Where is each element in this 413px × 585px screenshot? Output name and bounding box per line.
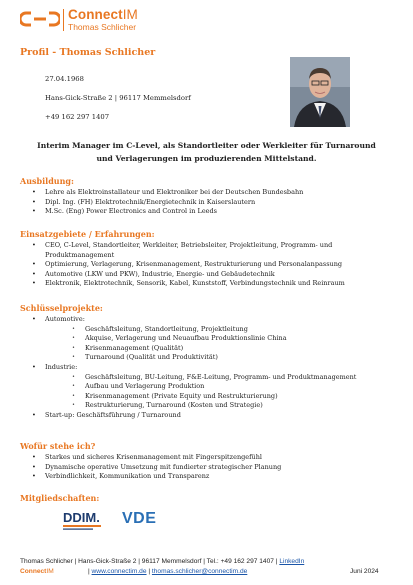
website-link[interactable]: www.connectim.de (91, 568, 147, 575)
footer-date: Juni 2024 (350, 568, 379, 575)
address: Hans-Gick-Straße 2 | 96117 Memmelsdorf (45, 94, 191, 102)
brand-name: ConnectIM (68, 7, 138, 22)
industry-sublist (45, 373, 395, 411)
list-item: • Dipl. Ing. (FH) Elektrotechnik/Energietechnik in Kaiserslautern (30, 198, 395, 208)
headline (20, 139, 393, 165)
section-heading-memberships: Mitgliedschaften: (20, 493, 100, 503)
projects-list (30, 315, 395, 421)
brand-owner: Thomas Schlicher (68, 22, 137, 32)
list-item: • Geschäftsleitung, BU-Leitung, F&E-Leitung, Programm- und Produktmanagement (45, 373, 395, 383)
linkedin-link[interactable]: LinkedIn (279, 558, 305, 565)
list-item (30, 363, 395, 411)
list-item: • Krisenmanagement (Private Equity und Restrukturierung) (45, 392, 395, 402)
section-heading-strengths: Wofür stehe ich? (20, 441, 96, 451)
footer-contact-line: Thomas Schlicher | Hans-Gick-Straße 2 | 96117 Memmelsdorf | Tel.: +49 162 297 1407 | LinkedIn (20, 558, 305, 565)
list-item (30, 315, 395, 363)
headline-line-1: Interim Manager im C-Level, als Standortleiter oder Werkleiter für Turnaround (37, 141, 376, 150)
footer-web-line: ConnectIM | www.connectim.de | thomas.schlicher@connectim.de Juni 2024 (20, 568, 379, 575)
email-link[interactable]: thomas.schlicher@connectim.de (151, 568, 248, 575)
birthdate: 27.04.1968 (45, 75, 84, 83)
list-item: • Elektronik, Elektrotechnik, Sensorik, Kabel, Kunststoff, Verbindungstechnik und Reinraum (30, 279, 395, 289)
footer-brand: ConnectIM (20, 568, 54, 575)
automotive-sublist (45, 325, 395, 363)
list-item: • Verbindlichkeit, Kommunikation und Transparenz (30, 472, 395, 482)
section-heading-projects: Schlüsselprojekte: (20, 303, 103, 313)
list-item: • Aufbau und Verlagerung Produktion (45, 382, 395, 392)
projects-automotive-label: Automotive: (45, 315, 85, 323)
education-list (30, 188, 395, 217)
list-item: • Restrukturierung, Turnaround (Kosten und Strategie) (45, 401, 395, 411)
page-title: Profil - Thomas Schlicher (20, 47, 156, 58)
list-item: • Start-up: Geschäftsführung / Turnaround (30, 411, 395, 421)
list-item: • Dynamische operative Umsetzung mit fundierter strategischer Planung (30, 463, 395, 473)
ddim-logo-text: DDIM. (63, 510, 100, 525)
strengths-list (30, 453, 395, 482)
ddim-logo-icon (57, 508, 107, 532)
profile-photo (290, 57, 350, 127)
list-item: • M.Sc. (Eng) Power Electronics and Control in Leeds (30, 207, 395, 217)
headline-line-2: und Verlagerungen im produzierenden Mittelstand. (96, 154, 317, 163)
experience-list (30, 241, 395, 289)
section-heading-education: Ausbildung: (20, 176, 74, 186)
list-item: • CEO, C-Level, Standortleiter, Werkleiter, Betriebsleiter, Projektleitung, Programm- und Produktmanagement (30, 241, 395, 260)
list-item: • Lehre als Elektroinstallateur und Elektroniker bei der Deutschen Bundesbahn (30, 188, 395, 198)
vde-logo-icon: VDE (122, 510, 157, 527)
projects-industry-label: Industrie: (45, 362, 78, 371)
section-heading-experience: Einsatzgebiete / Erfahrungen: (20, 229, 155, 239)
logo-divider (63, 9, 64, 31)
list-item: • Automotive (LKW und PKW), Industrie, Energie- und Gebäudetechnik (30, 270, 395, 280)
list-item: • Krisenmanagement (Qualität) (45, 344, 395, 354)
list-item: • Akquise, Verlagerung und Neuaufbau Produktionslinie China (45, 334, 395, 344)
list-item: • Turnaround (Qualität und Produktivität) (45, 353, 395, 363)
connectim-logo-icon (20, 10, 60, 28)
list-item: • Optimierung, Verlagerung, Krisenmanagement, Restrukturierung und Personalanpassung (30, 260, 395, 270)
phone: +49 162 297 1407 (45, 113, 110, 121)
list-item: • Starkes und sicheres Krisenmanagement mit Fingerspitzengefühl (30, 453, 395, 463)
list-item: • Geschäftsleitung, Standortleitung, Projektleitung (45, 325, 395, 335)
